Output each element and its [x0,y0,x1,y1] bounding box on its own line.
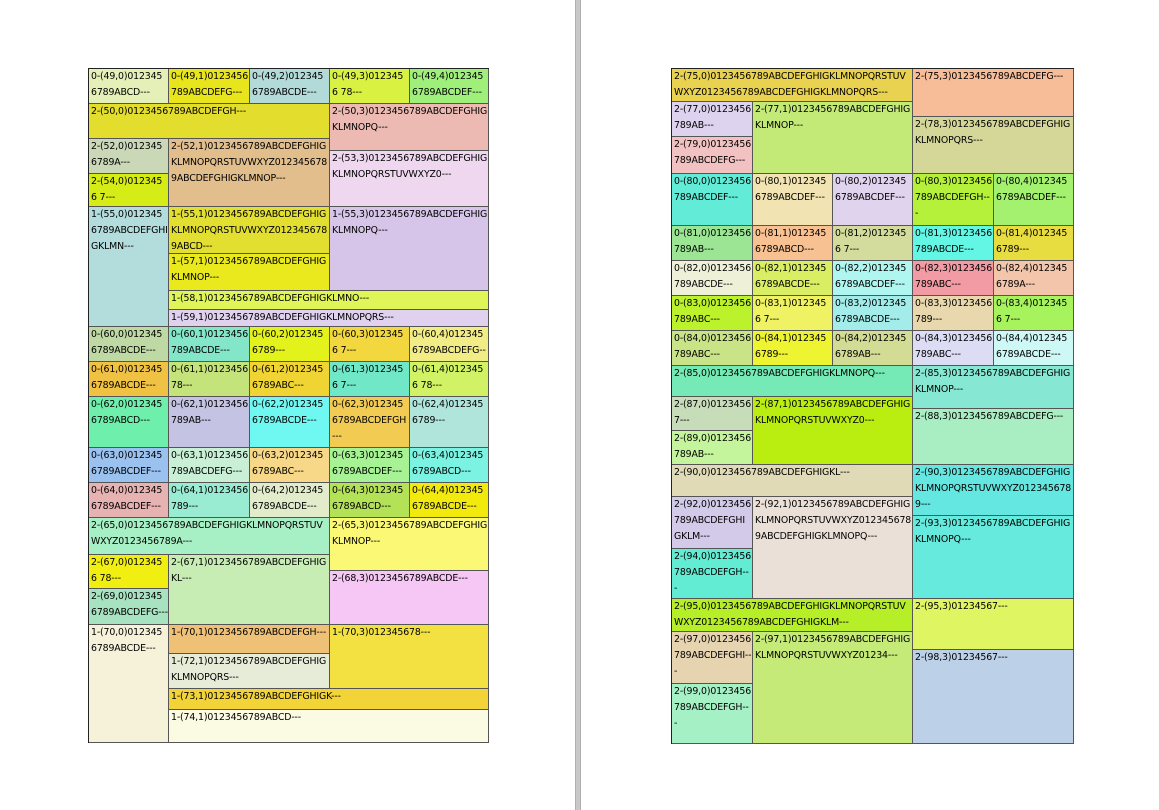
cell-r72-c1: 1-(72,1)0123456789ABCDEFGHIGKLMNOPQRS--- [169,654,330,689]
cell-r74-c1: 1-(74,1)0123456789ABCD--- [169,710,489,743]
cell-r97-c1: 2-(97,1)0123456789ABCDEFGHIGKLMNOPQRSTUVWXYZ01234--- [753,632,913,744]
cell-r81-c2: 0-(81,2)0123456 7--- [833,226,913,261]
cell-r52-c0: 2-(52,0)0123456789A--- [89,139,169,174]
cell-r82-c3: 0-(82,3)0123456789ABC--- [913,261,994,296]
cell-r60-c0: 0-(60,0)0123456789ABCDE--- [89,327,169,362]
cell-r49-c3: 0-(49,3)0123456 78--- [330,69,410,104]
cell-r64-c4: 0-(64,4)0123456789ABCDE--- [410,483,489,518]
cell-r55-c1: 1-(55,1)0123456789ABCDEFGHIGKLMNOPQRSTUVWXYZ0123456789ABCD--- [169,207,330,254]
cell-r82-c0: 0-(82,0)0123456789ABCDE--- [672,261,753,296]
cell-r60-c4: 0-(60,4)0123456789ABCDEFG-- [410,327,489,362]
cell-r62-c4: 0-(62,4)0123456789--- [410,397,489,448]
cell-r75-c3: 2-(75,3)0123456789ABCDEFG--- [913,69,1074,117]
cell-r61-c4: 0-(61,4)0123456 78--- [410,362,489,397]
cell-r62-c2: 0-(62,2)0123456789ABCDE--- [250,397,330,448]
cell-r64-c0: 0-(64,0)0123456789ABCDEF--- [89,483,169,518]
cell-r87-c1: 2-(87,1)0123456789ABCDEFGHIGKLMNOPQRSTUVWXYZ0--- [753,397,913,465]
cell-r81-c4: 0-(81,4)0123456789--- [994,226,1074,261]
page-1 [0,0,575,810]
cell-r53-c3: 2-(53,3)0123456789ABCDEFGHIGKLMNOPQRSTUVWXYZ0--- [330,151,489,207]
cell-r63-c0: 0-(63,0)0123456789ABCDEF--- [89,448,169,483]
cell-r82-c2: 0-(82,2)0123456789ABCDEF--- [833,261,913,296]
table-page-2 [671,68,1074,744]
cell-r83-c4: 0-(83,4)0123456 7--- [994,296,1074,331]
cell-r85-c0: 2-(85,0)0123456789ABCDEFGHIGKLMNOPQ--- [672,366,913,397]
cell-r62-c0: 0-(62,0)0123456789ABCD--- [89,397,169,448]
cell-r63-c4: 0-(63,4)0123456789ABCD--- [410,448,489,483]
cell-r90-c0: 2-(90,0)0123456789ABCDEFGHIGKL--- [672,465,913,497]
cell-r67-c0: 2-(67,0)0123456 78--- [89,555,169,589]
cell-r83-c1: 0-(83,1)0123456 7--- [753,296,833,331]
cell-r70-c1: 1-(70,1)0123456789ABCDEFGH--- [169,625,330,654]
cell-r70-c3: 1-(70,3)012345678--- [330,625,489,689]
cell-r77-c1: 2-(77,1)0123456789ABCDEFGHIGKLMNOP--- [753,102,913,174]
cell-r62-c1: 0-(62,1)0123456789AB--- [169,397,250,448]
cell-r59-c1: 1-(59,1)0123456789ABCDEFGHIGKLMNOPQRS--- [169,310,489,327]
cell-r61-c0: 0-(61,0)0123456789ABCDE--- [89,362,169,397]
cell-r69-c0: 2-(69,0)0123456789ABCDEFG--- [89,589,169,625]
page-2 [581,0,1159,810]
cell-r64-c2: 0-(64,2)0123456789ABCDE--- [250,483,330,518]
cell-r55-c0: 1-(55,0)0123456789ABCDEFGHIGKLMN--- [89,207,169,327]
cell-r97-c0: 2-(97,0)0123456789ABCDEFGHI--- [672,632,753,684]
cell-r82-c4: 0-(82,4)0123456789A--- [994,261,1074,296]
cell-r65-c0: 2-(65,0)0123456789ABCDEFGHIGKLMNOPQRSTUVWXYZ0123456789A--- [89,518,330,555]
cell-r50-c0: 2-(50,0)0123456789ABCDEFGH--- [89,104,330,139]
cell-r83-c0: 0-(83,0)0123456789ABC--- [672,296,753,331]
cell-r49-c2: 0-(49,2)0123456789ABCDE--- [250,69,330,104]
cell-r52-c1: 2-(52,1)0123456789ABCDEFGHIGKLMNOPQRSTUVWXYZ0123456789ABCDEFGHIGKLMNOP--- [169,139,330,207]
cell-r83-c2: 0-(83,2)0123456789ABCDE--- [833,296,913,331]
cell-r88-c3: 2-(88,3)0123456789ABCDEFG--- [913,409,1074,465]
cell-r80-c2: 0-(80,2)0123456789ABCDEF--- [833,174,913,226]
cell-r92-c1: 2-(92,1)0123456789ABCDEFGHIGKLMNOPQRSTUVWXYZ0123456789ABCDEFGHIGKLMNOPQ--- [753,497,913,599]
cell-r54-c0: 2-(54,0)0123456 7--- [89,174,169,207]
cell-r80-c0: 0-(80,0)0123456789ABCDEF--- [672,174,753,226]
cell-r92-c0: 2-(92,0)0123456789ABCDEFGHIGKLM--- [672,497,753,549]
cell-r89-c0: 2-(89,0)0123456789AB--- [672,431,753,465]
cell-r75-c0: 2-(75,0)0123456789ABCDEFGHIGKLMNOPQRSTUVWXYZ0123456789ABCDEFGHIGKLMNOPQRS--- [672,69,913,102]
cell-r95-c3: 2-(95,3)01234567--- [913,599,1074,650]
cell-r49-c0: 0-(49,0)0123456789ABCD--- [89,69,169,104]
cell-r81-c0: 0-(81,0)0123456789AB--- [672,226,753,261]
cell-r63-c2: 0-(63,2)0123456789ABC--- [250,448,330,483]
cell-r93-c3: 2-(93,3)0123456789ABCDEFGHIGKLMNOPQ--- [913,516,1074,599]
cell-r98-c3: 2-(98,3)01234567--- [913,650,1074,744]
cell-r87-c0: 2-(87,0)0123456 7--- [672,397,753,431]
cell-r49-c1: 0-(49,1)0123456789ABCDEFG--- [169,69,250,104]
cell-r84-c3: 0-(84,3)0123456789ABC--- [913,331,994,366]
cell-r85-c3: 2-(85,3)0123456789ABCDEFGHIGKLMNOP--- [913,366,1074,409]
cell-r84-c2: 0-(84,2)0123456789AB--- [833,331,913,366]
cell-r84-c0: 0-(84,0)0123456789ABC--- [672,331,753,366]
cell-r73-c1: 1-(73,1)0123456789ABCDEFGHIGK--- [169,689,489,710]
cell-r82-c1: 0-(82,1)0123456789ABCDE--- [753,261,833,296]
cell-r83-c3: 0-(83,3)0123456789--- [913,296,994,331]
cell-r63-c1: 0-(63,1)0123456789ABCDEFG--- [169,448,250,483]
cell-r90-c3: 2-(90,3)0123456789ABCDEFGHIGKLMNOPQRSTUVWXYZ0123456789--- [913,465,1074,516]
table-page-1 [88,68,489,743]
cell-r61-c2: 0-(61,2)0123456789ABC--- [250,362,330,397]
cell-r67-c1: 2-(67,1)0123456789ABCDEFGHIGKL--- [169,555,330,625]
cell-r62-c3: 0-(62,3)0123456789ABCDEFGH--- [330,397,410,448]
cell-r60-c3: 0-(60,3)0123456 7--- [330,327,410,362]
cell-r61-c3: 0-(61,3)0123456 7--- [330,362,410,397]
cell-r68-c3: 2-(68,3)0123456789ABCDE--- [330,571,489,625]
cell-r84-c1: 0-(84,1)0123456789--- [753,331,833,366]
cell-r55-c3: 1-(55,3)0123456789ABCDEFGHIGKLMNOPQ--- [330,207,489,291]
cell-r94-c0: 2-(94,0)0123456789ABCDEFGH--- [672,549,753,599]
cell-r49-c4: 0-(49,4)0123456789ABCDEF--- [410,69,489,104]
cell-r77-c0: 2-(77,0)0123456789AB--- [672,102,753,137]
cell-r81-c1: 0-(81,1)0123456789ABCD--- [753,226,833,261]
cell-r64-c3: 0-(64,3)0123456789ABCD--- [330,483,410,518]
cell-r57-c1: 1-(57,1)0123456789ABCDEFGHIGKLMNOP--- [169,254,330,291]
cell-r63-c3: 0-(63,3)0123456789ABCDEF--- [330,448,410,483]
cell-r80-c4: 0-(80,4)0123456789ABCDEF--- [994,174,1074,226]
cell-r61-c1: 0-(61,1)0123456 78--- [169,362,250,397]
cell-r95-c0: 2-(95,0)0123456789ABCDEFGHIGKLMNOPQRSTUVWXYZ0123456789ABCDEFGHIGKLM--- [672,599,913,632]
cell-r79-c0: 2-(79,0)0123456789ABCDEFG--- [672,137,753,174]
cell-r65-c3: 2-(65,3)0123456789ABCDEFGHIGKLMNOP--- [330,518,489,571]
cell-r84-c4: 0-(84,4)0123456789ABCDE--- [994,331,1074,366]
cell-r80-c1: 0-(80,1)0123456789ABCDEF--- [753,174,833,226]
cell-r99-c0: 2-(99,0)0123456789ABCDEFGH--- [672,684,753,744]
cell-r60-c2: 0-(60,2)0123456789--- [250,327,330,362]
cell-r70-c0: 1-(70,0)0123456789ABCDE--- [89,625,169,743]
cell-r60-c1: 0-(60,1)0123456789ABCDE--- [169,327,250,362]
cell-r64-c1: 0-(64,1)0123456789--- [169,483,250,518]
cell-r78-c3: 2-(78,3)0123456789ABCDEFGHIGKLMNOPQRS--- [913,117,1074,174]
cell-r80-c3: 0-(80,3)0123456789ABCDEFGH--- [913,174,994,226]
cell-r50-c3: 2-(50,3)0123456789ABCDEFGHIGKLMNOPQ--- [330,104,489,151]
cell-r58-c1: 1-(58,1)0123456789ABCDEFGHIGKLMNO--- [169,291,489,310]
cell-r81-c3: 0-(81,3)0123456789ABCDE--- [913,226,994,261]
